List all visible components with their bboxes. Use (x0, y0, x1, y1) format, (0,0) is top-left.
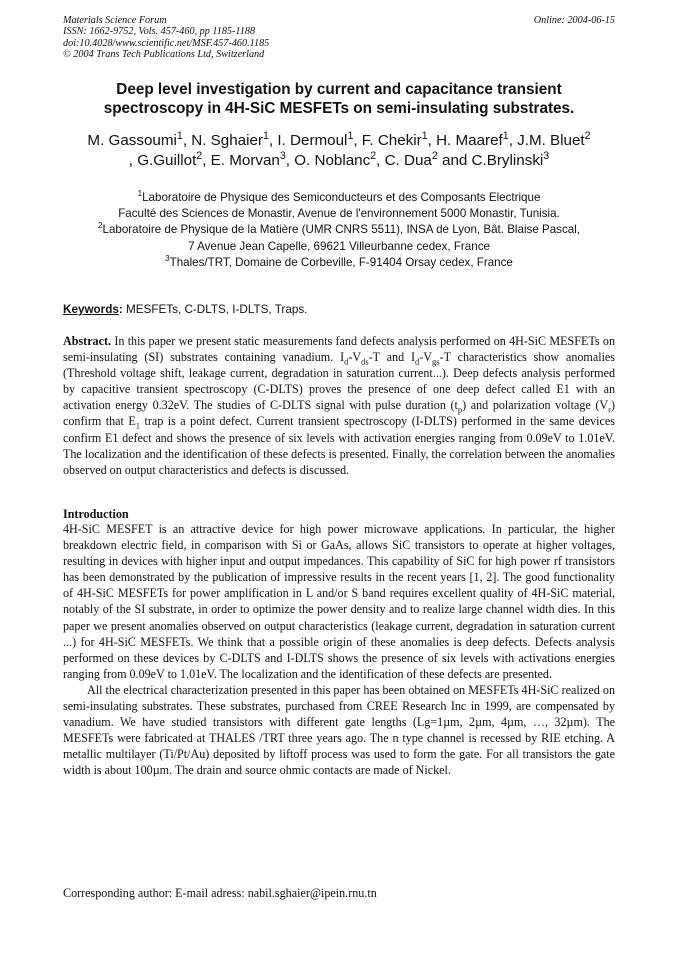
title-line-2: spectroscopy in 4H-SiC MESFETs on semi-insulating substrates. (103, 100, 575, 117)
keywords (63, 303, 623, 316)
subscript: ds (361, 356, 369, 367)
author-affiliation-mark: 1 (347, 129, 354, 142)
abstract-text: -T characteristics show anomalies (Threshold voltage shift, leakage current, degradation in saturation current...). Deep defects analysis performed by capacitive transient spectroscopy (C-DLTS) proves the presence of one deep defect called E1 with an activation energy 0.32eV. The studies of C-DLTS signal with pulse duration (t (63, 350, 616, 413)
journal-header (63, 15, 615, 60)
affiliation-2 (40, 222, 638, 238)
copyright-line: © 2004 Trans Tech Publications Ltd, Switzerland (63, 48, 265, 60)
author-affiliation-mark: 2 (370, 149, 377, 162)
author-name: , J.M. Bluet (508, 132, 585, 149)
author-list (40, 131, 638, 171)
author-affiliation-mark: 2 (431, 149, 438, 162)
author-name: , E. Morvan (202, 152, 280, 169)
affiliation-1 (40, 190, 638, 206)
affiliations (40, 190, 638, 271)
subscript: d (344, 356, 349, 367)
author-affiliation-mark: 3 (279, 149, 286, 162)
author-name: , O. Noblanc (285, 152, 371, 169)
affiliation-number: 2 (97, 221, 103, 231)
author-affiliation-mark: 1 (502, 129, 509, 142)
author-name: M. Gassoumi (87, 132, 177, 149)
introduction-body (63, 521, 615, 779)
subscript: 1 (135, 420, 140, 431)
abstract-text: -V (348, 350, 362, 365)
author-name: and C.Brylinski (437, 152, 544, 169)
abstract-text: -T and I (368, 350, 416, 365)
introduction-paragraph-2: All the electrical characterization presented in this paper has been obtained on MESFETs 4H-SiC realized on semi-insulating substrates. These substrates, purchased from CREE Research Inc in 1999, are compensated by vanadium. We have studied transistors with different gate lengths (Lg=1µm, 2µm, 4µm, …, 32µm). The MESFETs were fabricated at THALES /TRT three years ago. The n type channel is recessed by RIE etching. A metallic multilayer (Ti/Pt/Au) deposited by liftoff process was used to form the gate. For all transistors the gate width is about 100µm. The drain and source ohmic contacts are made of Nickel. (63, 682, 615, 778)
issn-line: ISSN: 1662-9752, Vols. 457-460, pp 1185-1188 (63, 26, 256, 38)
affiliation-text: Laboratoire de Physique de la Matière (UMR CNRS 5511), INSA de Lyon, Bât. Blaise Pascal, (102, 223, 581, 237)
affiliation-number: 1 (137, 189, 143, 199)
affiliation-2-address: 7 Avenue Jean Capelle, 69621 Villeurbanne cedex, France (188, 239, 490, 253)
subscript: gs (432, 356, 440, 367)
introduction-paragraph-1: 4H-SiC MESFET is an attractive device for high power microwave applications. In particular, the higher breakdown electric field, in comparison with Si or GaAs, allows SiC transistors to operate at higher voltages, resulting in devices with higher input and output impedances. This capability of SiC for high power rf transistors has been demonstrated by the publication of impressive results in the recent years [1, 2]. The good functionality of 4H-SiC MESFETs for power amplification in L and/or S band requires excellent quality of 4H-SiC material, notably of the SI substrate, in order to optimize the power density and to realize large channel width dies. In this paper we present anomalies observed on output characteristics (leakage current, degradation in saturation current ...) for 4H-SiC MESFETs. We think that a possible origin of these anomalies is deep defects. Defects analysis performed on these devices by C-DLTS and I-DLTS shows the presence of six levels with activations energies ranging from 0.09eV to 1.01eV. The localization and the identification of these defects are presented. (63, 522, 615, 681)
author-name: , C. Dua (376, 152, 432, 169)
author-name: , H. Maaref (427, 132, 503, 149)
keywords-text: MESFETs, C-DLTS, I-DLTS, Traps. (122, 303, 308, 316)
subscript: p (457, 404, 463, 415)
author-affiliation-mark: 1 (176, 129, 183, 142)
keywords-label: Keywords (63, 303, 119, 316)
author-affiliation-mark: 3 (543, 149, 550, 162)
abstract-label: Abstract. (63, 334, 112, 348)
affiliation-number: 3 (165, 253, 170, 263)
doi-line: doi:10.4028/www.scientific.net/MSF.457-460.1185 (63, 37, 270, 49)
author-affiliation-mark: 2 (196, 149, 203, 162)
author-affiliation-mark: 2 (584, 129, 591, 142)
affiliation-text: Laboratoire de Physique des Semiconducteurs et des Composants Electrique (142, 191, 541, 204)
author-affiliation-mark: 1 (421, 129, 428, 142)
author-name: , N. Sghaier (182, 132, 264, 149)
author-name: , G.Guillot (128, 152, 197, 169)
affiliation-1-address: Faculté des Sciences de Monastir, Avenue de l'environnement 5000 Monastir, Tunisia. (118, 207, 560, 221)
author-affiliation-mark: 1 (263, 129, 269, 142)
author-name: , F. Chekir (353, 132, 422, 149)
abstract-text: trap is a point defect. Current transient spectroscopy (I-DLTS) performed in the same devices confirm E1 defect and shows the presence of six levels with activation energies ranging from 0.09eV to 1.01eV. The localization and the identification of these defects is presented. Finally, the correlation between the anomalies observed on output characteristics and defects is discussed. (63, 414, 615, 477)
corresponding-author: Corresponding author: E-mail adress: nabil.sghaier@ipein.rnu.tn (63, 886, 377, 900)
introduction-heading: Introduction (63, 507, 129, 521)
author-name: , I. Dermoul (268, 132, 348, 149)
abstract-text: ) confirm that E (63, 398, 616, 429)
subscript: d (415, 356, 420, 367)
affiliation-text: Thales/TRT, Domaine de Corbeville, F-91404 Orsay cedex, France (169, 255, 513, 269)
abstract-text: -V (419, 350, 433, 365)
online-date: Online: 2004-06-15 (533, 15, 615, 26)
journal-name: Materials Science Forum (63, 15, 167, 26)
subscript: r (608, 404, 611, 415)
abstract-text: ) and polarization voltage (V (462, 398, 609, 413)
abstract (63, 333, 615, 478)
title-line-1: Deep level investigation by current and capacitance transient (116, 81, 562, 98)
abstract-text: In this paper we present static measurements fand defects analysis performed on 4H-SiC MESFETs on semi-insulating (SI) substrates containing vanadium. I (63, 334, 615, 365)
affiliation-3 (40, 255, 638, 271)
keywords-colon: : (118, 303, 123, 316)
paper-title (40, 80, 638, 118)
